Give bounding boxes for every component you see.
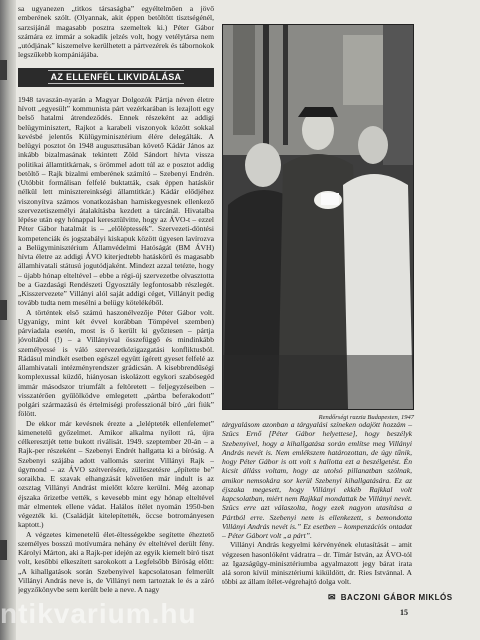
edge-mark	[0, 540, 7, 560]
author-signature	[328, 592, 453, 603]
section-title: AZ ELLENFÉL LIKVIDÁLÁSA	[48, 70, 185, 84]
author-mark-icon: ✉	[328, 592, 337, 602]
left-column	[18, 4, 214, 636]
body-paragraph: Villányi András kegyelmi kérvényének elutasítását – amit végzesen hasonlóként vádratra – dr. Tímár István, az ÁVO-tól az Igazságügy-minisztériumba agyalmazott jegy bárat irata alá soron kívül minisztériumi kiküldött, dr. Ries Istvánnal. A többi az állam ítélet-végrehajtó dolga volt.	[222, 540, 412, 587]
edge-mark	[0, 300, 7, 320]
photo-caption: Rendőrségi razzia Budapesten, 1947	[318, 414, 414, 421]
right-body-text	[222, 420, 412, 587]
section-banner	[18, 68, 214, 87]
body-paragraph: A történtek első számú haszonélvezője Péter Gábor volt. Ugyanígy, mint két évvel korábban Tömpével szemben) párviadala esetén, most is ő került ki győztesen – pártja jóvoltából (!) – a Villányival összefüggő és mindinkább személyessé is váló szervezetközigazgatási konfliktusból. Rádásul mindkét esetben egészel együtt ígérett gyeset felfelé az államhivatali intézményrendszer grádicsán. A kisebbrendűségi komplexussal küzdő, hiányosan iskolázott egykori szabósegéd immár másodszor triumfált a feltöretett – feljegyzéseiben – visszatérően gyűlölködve emlegetett „pártba beferakodott” polgári származású és értelmiségi professzionál bíró „úri fiúk” fölött.	[18, 307, 214, 419]
body-paragraph: tárgyalásom azonban a tárgyalási színeken odajött hozzám – Szücs Ernő [Péter Gábor helyettese], hogy beszélyk Szebenyivel, hogy a kihallgatása során említse meg Villányi András nevét is. Nem emlékszem határozottan, de úgy tűnik, hogy Péter Gábor is ott volt s hallotta ezt a beszélgetést. Én kicsit álláss voltam, hogy az utolsó pillanatban szólnak, amikor nemsokára sor kerül Szebenyi kihallgatására. Ez az éjszaka megesett, hogy Villányi ekkéb Rajkkal volt kapcsolatban, miért nem Rajkkal mondattak be Villányi nevét. Szücs erre azt válaszolta, hogy ezek nagyon utasítása a Pártból erre. Szebenyi nem is ellenkezett, s bemondotta Villányi András nevét is.” Ez esetben – kompenzációs ontadat – Péter Gábort volt „a párt”.	[222, 420, 412, 540]
page-number: 15	[400, 608, 408, 617]
historical-photo	[222, 24, 414, 410]
author-name: BACZONI GÁBOR MIKLÓS	[340, 593, 453, 602]
page-edge	[0, 0, 16, 640]
watermark: ntikvarium.hu	[0, 598, 197, 629]
photo-illustration	[223, 25, 413, 409]
body-paragraph: De ekkor már kevésnek érezte a „lelépteték ellenfelemet” kimenetelű győzelmet. Amikor alkalma nyílott rá, újra célkeresztjét tette bukott riválisát. 1949. szeptember 20-án – a Rajk-per részeként – Szebenyi Endrét hallgatta ki a bíróság. A Szebenyi szájába adott vallomás szerint Villányi Rajk – úgymond – az ÁVO szétverésére, zülleszetésre „építette be” soraikba. E szavak elhangzását követően már indult is az ozsztag Villányi Andrást mielőtt közre kerülni. Még azonap éjszaka őrizetbe vették, s kevesebb mint egy hónap elteltével már elmentek ellene vádat. Halálos ítélet nyomán 1950-ben végezték ki. (Családját kitelepítették, öccse botrományesen kaptott.)	[18, 418, 214, 530]
body-paragraph: 1948 tavaszán-nyarán a Magyar Dolgozók Pártja néven életre hívott „egyesült” kommunista párt vezérkarában is lezajlott egy belső hatalmi átrendeződés. Ennek részeként az addigi belügyminisztert, Rajkot a karabeli viszonyok között sokkal kevésbé jelentős Külügyminisztérium élére delegálták. A belügyi posztot ön 1948 augusztusában követő Kádár János az inkább bizalmasának tekintett Zöld Sándort hívta vissza politikai államtitkárnak, s örömmel adott túl az e posztot addig betöltő – Rajk bizalmi emberének számító – Szebenyi Endrén. (Utóbbit formálisan felfelé buktatták, csak éppen hatáskör nélkül lett minisztereinkségi államtitkár.) Kádár elődjéhez viszonyítva számos vonatkozásban hamiskegyesnek ellenkező szervezetiszemélyi átalakításba kezdett a tárcánál. Hivatalba lépése után egy hónappal keresztülvitte, hogy az ÁVO-t – ezzel Péter Gábor hatalmát is – „előléptessék”. Szervezeti-döntési kompetenciák és jogszabályi kiskapuk között úgyesen lavírozva a Belügyminisztérium Államvédelmi Hatóságát (BM ÁVH) hívta életre az addigi ÁVO kiterjedtebb hatáskörű és magasabb államhivatali státusú jogutódjaként. Mindezt azzal tetézte, hogy – újabb hónap elteltével – ebbe a régi-új szervezetbe olvasztotta be a Gazdasági Rendészeti Ügyosztály legfontosabb részlegét. „Kisszervezete” Villányi alól saját addigi céget, Villányit pedig tovább tudta nem mesélni a belügy kötelékéből.	[18, 94, 214, 308]
edge-mark	[0, 60, 7, 80]
intro-paragraph: sa ugyanezen „titkos társaságba” egyéltelmően a jövő emberének szólt. (Olyannak, akit éppen betöltött tisztségénél, sarzsijánál magasabb posztra szemeltek ki.) Péter Gábor számára ez immár a sokadik jelzés volt, hogy vetélytársa nem „utódjának” kiszemelve kerülhetett a pártvezérek és tábornokok legszűkebb kompániájába.	[18, 4, 214, 60]
body-paragraph: A végzetes kimenetelű élet-éltességekbe segítette éheztető személyes bosszú motívumára nehány év elteltével derült fény. Károlyi Márton, aki a Rajk-per idején az egyik kiemelt bíró tiszt volt, kesőbbi elkeszített sarokokott a Legfelsőbb Bíróság előtt: „A kihallgatások során Szebenyivel kapcsolatosan felmerült Villányi András neve is, de Villányi nem tartoztak le és a záró jegyzőkönyvbe sem került bele a neve. A nagy	[18, 529, 214, 594]
right-column	[222, 24, 414, 421]
